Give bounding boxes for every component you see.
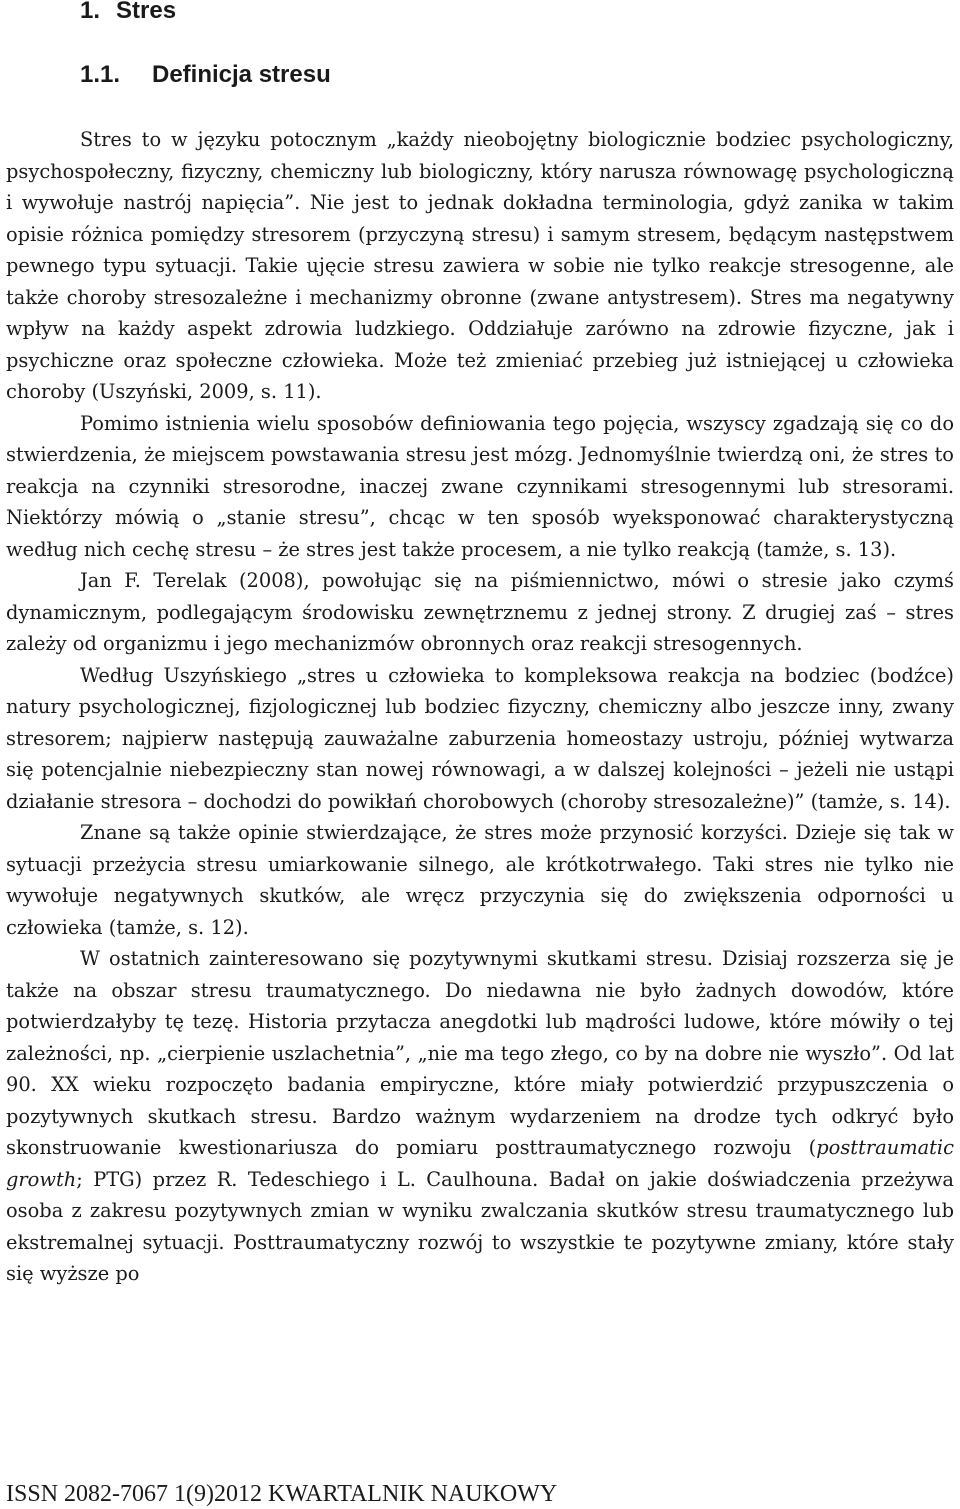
paragraph-1: Stres to w języku potocznym „każdy nieobojętny biologicznie bodziec psychologiczny, psychospołeczny, fizyczny, chemiczny lub biologiczny, który narusza równowagę psychologiczną i wywołuje nastrój napięcia”. Nie jest to jednak dokładna terminologia, gdyż zanika w takim opisie różnica pomiędzy stresorem (przyczyną stresu) i samym stresem, będącym następstwem pewnego typu sytuacji. Takie ujęcie stresu zawiera w sobie nie tylko reakcje stresogenne, ale także choroby stresozależne i mechanizmy obronne (zwane antystresem). Stres ma negatywny wpływ na każdy aspekt zdrowia ludzkiego. Oddziałuje zarówno na zdrowie fizyczne, jak i psychiczne oraz społeczne człowieka. Może też zmieniać przebieg już istniejącej u człowieka choroby (Uszyński, 2009, s. 11). <box>6 128 954 403</box>
paragraph-6 <box>6 943 954 1290</box>
section-number: 1.1. <box>80 61 121 88</box>
section-heading <box>80 61 331 89</box>
chapter-title: Stres <box>116 0 177 24</box>
chapter-heading <box>80 0 176 25</box>
paragraph-6-text-end: ; PTG) przez R. Tedeschiego i L. Caulhouna. Badał on jakie doświadczenia przeżywa osoba z zakresu pozytywnych zmian w wyniku zwalczania skutków stresu traumatycznego lub ekstremalnej sytuacji. Posttraumatyczny rozwój to wszystkie te pozytywne zmiany, które stały się wyższe po <box>6 1167 954 1285</box>
paragraph-5: Znane są także opinie stwierdzające, że stres może przynosić korzyści. Dzieje się tak w sytuacji przeżycia stresu umiarkowanie silnego, ale krótkotrwałego. Taki stres nie tylko nie wywołuje negatywnych skutków, ale wręcz przyczynia się do zwiększenia odporności u człowieka (tamże, s. 12). <box>6 821 954 939</box>
body-text <box>6 124 954 1290</box>
paragraph-3: Jan F. Terelak (2008), powołując się na piśmiennictwo, mówi o stresie jako czymś dynamicznym, podlegającym środowisku zewnętrznemu z jednej strony. Z drugiej zaś – stres zależy od organizmu i jego mechanizmów obronnych oraz reakcji stresogennych. <box>6 569 954 655</box>
chapter-number: 1. <box>80 0 101 24</box>
paragraph-2: Pomimo istnienia wielu sposobów definiowania tego pojęcia, wszyscy zgadzają się co do stwierdzenia, że miejscem powstawania stresu jest mózg. Jednomyślnie twierdzą oni, że stres to reakcja na czynniki stresorodne, inaczej zwane czynnikami stresogennymi lub stresorami. Niektórzy mówią o „stanie stresu”, chcąc w ten sposób wyeksponować charakterystyczną według nich cechę stresu – że stres jest także procesem, a nie tylko reakcją (tamże, s. 13). <box>6 411 954 561</box>
section-title: Definicja stresu <box>152 61 331 88</box>
paragraph-6-italic-term: posttraumatic growth <box>6 1136 954 1191</box>
paragraph-6-text-start: W ostatnich zainteresowano się pozytywnymi skutkami stresu. Dzisiaj rozszerza się je także na obszar stresu traumatycznego. Do niedawna nie było żadnych dowodów, które potwierdzałyby tę tezę. Historia przytacza anegdotki lub mądrości ludowe, które mówiły o tej zależności, np. „cierpienie uszlachetnia”, „nie ma tego złego, co by na dobre nie wyszło”. Od lat 90. XX wieku rozpoczęto badania empiryczne, które miały potwierdzić przypuszczenia o pozytywnych skutkach stresu. Bardzo ważnym wydarzeniem na drodze tych odkryć było skonstruowanie kwestionariusza do pomiaru posttraumatycznego rozwoju ( <box>6 947 954 1159</box>
paragraph-4: Według Uszyńskiego „stres u człowieka to kompleksowa reakcja na bodziec (bodźce) natury psychologicznej, fizjologicznej lub bodziec fizyczny, chemiczny albo jeszcze inny, zwany stresorem; najpierw następują zauważalne zaburzenia homeostazy ustroju, później wytwarza się potencjalnie niebezpieczny stan nowej równowagi, a w dalszej kolejności – jeżeli nie ustąpi działanie stresora – dochodzi do powikłań chorobowych (choroby stresozależne)” (tamże, s. 14). <box>6 663 954 813</box>
page-footer: ISSN 2082-7067 1(9)2012 KWARTALNIK NAUKOWY <box>6 1481 558 1507</box>
